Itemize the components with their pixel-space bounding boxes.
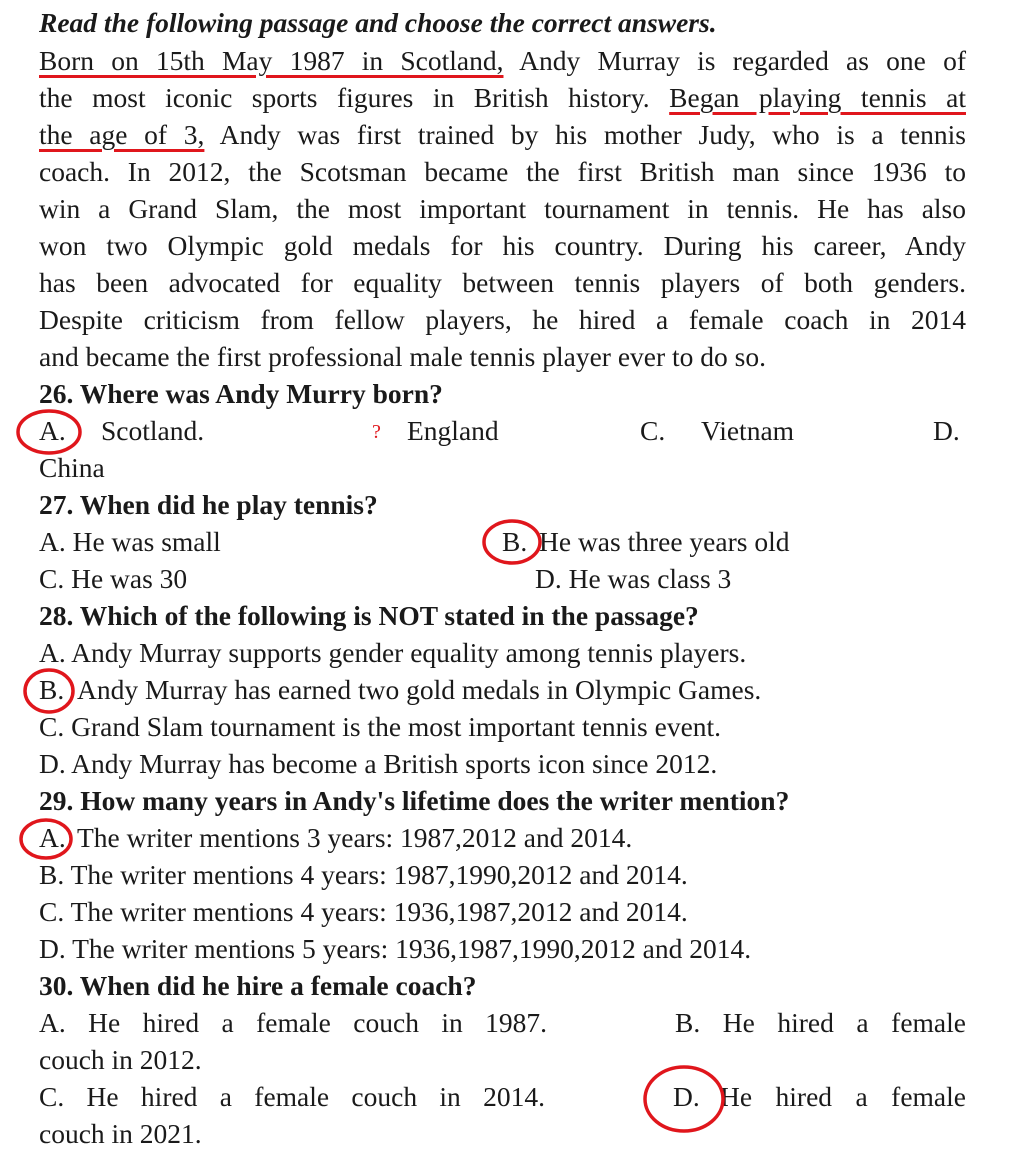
q30-option-c[interactable]: C. He hired a female couch in 2014. [39, 1081, 545, 1112]
q26-option-c-letter[interactable]: C. [640, 415, 666, 446]
q27-option-b-letter[interactable]: B. [502, 526, 528, 557]
question-30: 30. When did he hire a female coach? [39, 970, 477, 1001]
passage-line-9: and became the first professional male tennis player ever to do so. [39, 341, 766, 372]
q26-option-d-text: China [39, 452, 105, 483]
q28-option-c[interactable]: C. Grand Slam tournament is the most important tennis event. [39, 711, 722, 742]
passage-line-3: the age of 3, Andy was first trained by his mother Judy, who is a tennis [39, 119, 966, 150]
question-27: 27. When did he play tennis? [39, 489, 378, 520]
q26-option-a-letter[interactable]: A. [39, 415, 66, 446]
question-28: 28. Which of the following is NOT stated in the passage? [39, 600, 699, 631]
q30-option-a[interactable]: A. He hired a female couch in 1987. [39, 1007, 547, 1038]
passage-line-7: has been advocated for equality between tennis players of both genders. [39, 267, 966, 298]
q29-option-a-text: The writer mentions 3 years: 1987,2012 and 2014. [77, 822, 633, 853]
q30-option-b[interactable]: B. He hired a female [675, 1007, 966, 1038]
underline-birth: Born on 15th May 1987 in Scotland, [39, 45, 504, 76]
passage-line-1: Born on 15th May 1987 in Scotland, Andy Murray is regarded as one of [39, 45, 966, 76]
q27-option-b-text: He was three years old [539, 526, 790, 557]
passage-line-5: win a Grand Slam, the most important tournament in tennis. He has also [39, 193, 966, 224]
passage-line-8: Despite criticism from fellow players, he hired a female coach in 2014 [39, 304, 966, 335]
q26-option-d-letter[interactable]: D. [933, 415, 960, 446]
q30-option-d-text: He hired a female [720, 1081, 966, 1112]
q28-option-b-text: Andy Murray has earned two gold medals in Olympic Games. [77, 674, 762, 705]
q26-option-a-text: Scotland. [101, 415, 205, 446]
question-26: 26. Where was Andy Murry born? [39, 378, 443, 409]
q30-option-d-letter[interactable]: D. [673, 1081, 700, 1112]
question-29: 29. How many years in Andy's lifetime does the writer mention? [39, 785, 790, 816]
q29-option-b[interactable]: B. The writer mentions 4 years: 1987,1990,2012 and 2014. [39, 859, 688, 890]
q26-question-mark: ? [372, 421, 381, 443]
q27-option-d[interactable]: D. He was class 3 [535, 563, 732, 594]
q30-option-d-cont: couch in 2021. [39, 1118, 202, 1149]
q28-option-a[interactable]: A. Andy Murray supports gender equality among tennis players. [39, 637, 747, 668]
q26-option-b-text: England [407, 415, 499, 446]
q26-option-c-text: Vietnam [701, 415, 795, 446]
passage-line-6: won two Olympic gold medals for his country. During his career, Andy [39, 230, 966, 261]
q30-option-b-cont: couch in 2012. [39, 1044, 202, 1075]
q28-option-d[interactable]: D. Andy Murray has become a British sports icon since 2012. [39, 748, 718, 779]
q27-option-c[interactable]: C. He was 30 [39, 563, 188, 594]
q29-option-c[interactable]: C. The writer mentions 4 years: 1936,1987,2012 and 2014. [39, 896, 688, 927]
underline-age: the age of 3, [39, 119, 205, 150]
q27-option-a[interactable]: A. He was small [39, 526, 221, 557]
q29-option-a-letter[interactable]: A. [39, 822, 66, 853]
passage-line-4: coach. In 2012, the Scotsman became the first British man since 1936 to [39, 156, 966, 187]
instruction-title: Read the following passage and choose the correct answers. [39, 7, 717, 38]
underline-began-playing: Began playing tennis at [669, 82, 966, 113]
passage-line-2: the most iconic sports figures in British history. Began playing tennis at [39, 82, 966, 113]
q28-option-b-letter[interactable]: B. [39, 674, 65, 705]
q29-option-d[interactable]: D. The writer mentions 5 years: 1936,1987,1990,2012 and 2014. [39, 933, 752, 964]
